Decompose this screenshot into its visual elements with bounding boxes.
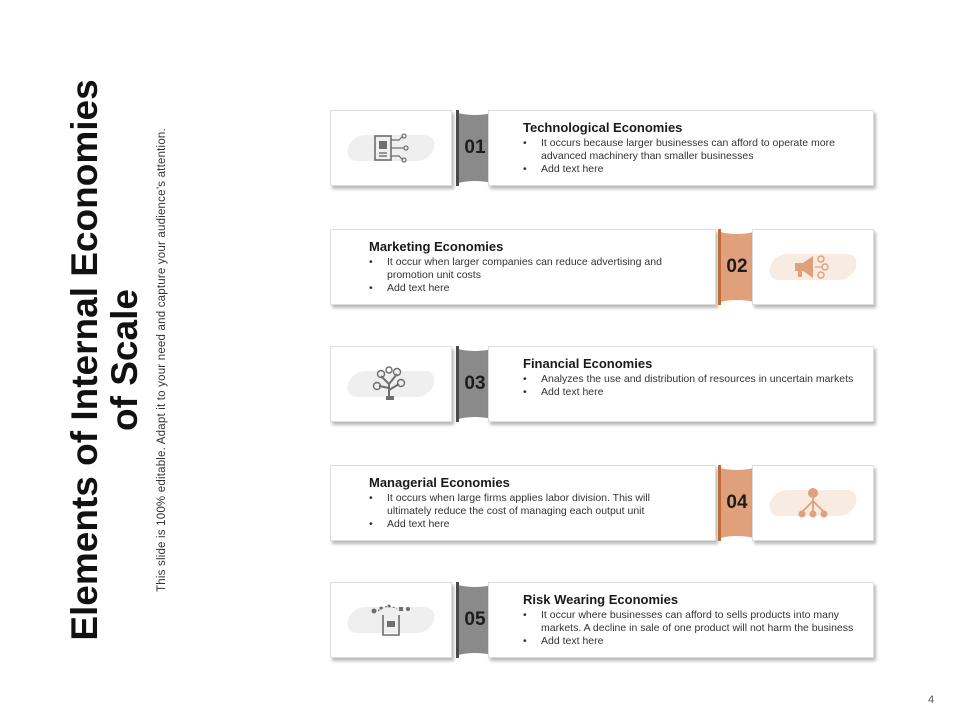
number-tab-2 xyxy=(718,229,756,305)
number-tab-4 xyxy=(718,465,756,541)
bullet-item: • It occur when larger companies can reduce advertising and promotion unit costs xyxy=(369,256,689,282)
diversified-products-icon xyxy=(369,603,413,637)
item-heading: Risk Wearing Economies xyxy=(523,592,679,607)
item-row-2 xyxy=(330,229,876,305)
subtitle-container xyxy=(152,100,172,620)
icon-box-4 xyxy=(752,465,874,541)
bullet-item: • It occurs when large firms applies labor division. This will ultimately reduce the cost of managing each output unit xyxy=(369,492,689,518)
text-box-4 xyxy=(330,465,716,541)
hierarchy-icon xyxy=(795,486,831,520)
item-number: 05 xyxy=(464,609,486,630)
text-box-2 xyxy=(330,229,716,305)
bullet-list xyxy=(523,373,863,399)
icon-box-3 xyxy=(330,346,452,422)
item-row-5 xyxy=(330,582,876,658)
slide-title: Elements of Internal Economies of Scale xyxy=(64,79,145,641)
bullet-item: • Add text here xyxy=(523,386,863,399)
icon-box-1 xyxy=(330,110,452,186)
item-row-3 xyxy=(330,346,876,422)
item-heading: Financial Economies xyxy=(523,356,653,371)
text-box-5 xyxy=(488,582,874,658)
text-box-1 xyxy=(488,110,874,186)
title-container xyxy=(60,70,150,650)
bullet-item: • Add text here xyxy=(523,163,863,176)
bullet-list xyxy=(523,137,863,176)
technology-chip-icon xyxy=(371,132,411,164)
bullet-list xyxy=(523,609,863,648)
bullet-list xyxy=(369,256,689,295)
bullet-item: • Analyzes the use and distribution of resources in uncertain markets xyxy=(523,373,863,386)
item-number: 03 xyxy=(464,373,486,394)
bullet-item: • It occur where businesses can afford to sells products into many markets. A decline in sale of one product will not harm the business xyxy=(523,609,863,635)
item-number: 04 xyxy=(726,492,748,513)
item-heading: Managerial Economies xyxy=(369,475,510,490)
bullet-item: • It occurs because larger businesses can afford to operate more advanced machinery than smaller businesses xyxy=(523,137,863,163)
bullet-item: • Add text here xyxy=(369,282,689,295)
text-box-3 xyxy=(488,346,874,422)
slide-subtitle: This slide is 100% editable. Adapt it to your need and capture your audience’s attention. xyxy=(156,128,168,592)
item-row-1 xyxy=(330,110,876,186)
megaphone-icon xyxy=(791,251,835,283)
icon-box-5 xyxy=(330,582,452,658)
page-number: 4 xyxy=(928,694,935,706)
bullet-list xyxy=(369,492,689,531)
bullet-item: • Add text here xyxy=(523,635,863,648)
item-number: 01 xyxy=(464,137,486,158)
item-row-4 xyxy=(330,465,876,541)
icon-box-2 xyxy=(752,229,874,305)
bullet-item: • Add text here xyxy=(369,518,689,531)
item-heading: Technological Economies xyxy=(523,120,683,135)
item-heading: Marketing Economies xyxy=(369,239,504,254)
item-number: 02 xyxy=(726,256,748,277)
money-tree-icon xyxy=(371,366,411,402)
